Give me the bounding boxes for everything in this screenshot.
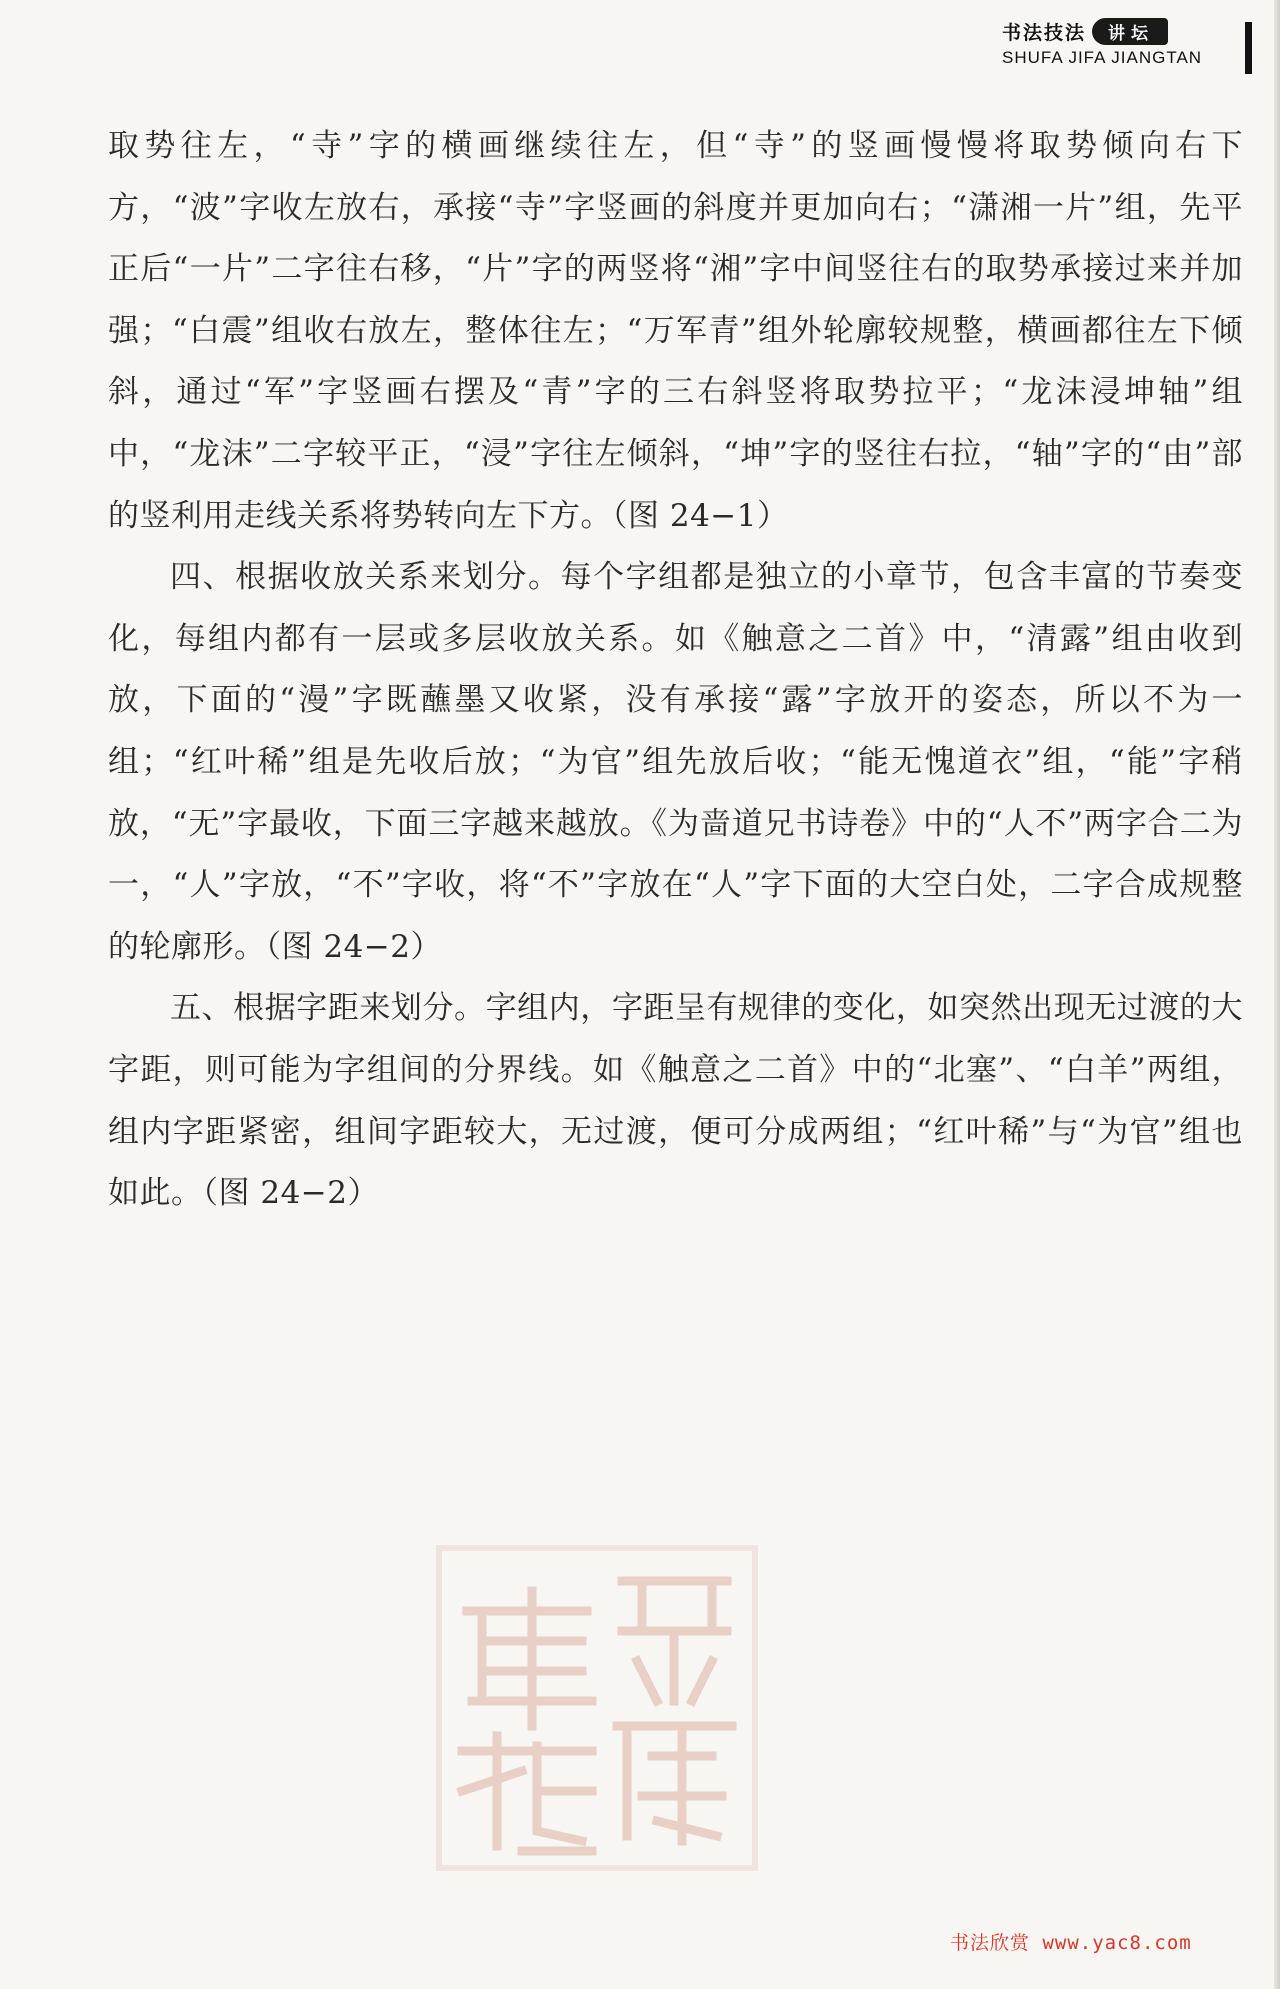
header-bar [1245,22,1252,74]
header-title-row [1002,18,1168,45]
header-title-zh: 书法技法 [1002,22,1087,44]
paragraph-continued: 取势往左，“寺”字的横画继续往左，但“寺”的竖画慢慢将取势倾向右下方，“波”字收左放右，承接“寺”字竖画的斜度并更加向右；“潇湘一片”组，先平正后“一片”二字往右移，“片”字的两竖将“湘”字中间竖往右的取势承接过来并加强；“白震”组收右放左，整体往左；“万军青”组外轮廓较规整，横画都往左下倾斜，通过“军”字竖画右摆及“青”字的三右斜竖将取势拉平；“龙沫浸坤轴”组中，“龙沫”二字较平正，“浸”字往左倾斜，“坤”字的竖往右拉，“轴”字的“由”部的竖利用走线关系将势转向左下方。（图 24−1） [108,128,1243,534]
paragraph-section-5: 五、根据字距来划分。字组内，字距呈有规律的变化，如突然出现无过渡的大字距，则可能为字组间的分界线。如《触意之二首》中的“北塞”、“白羊”两组，组内字距紧密，组间字距较大，无过渡，便可分成两组；“红叶稀”与“为官”组也如此。（图 24−2） [108,990,1243,1212]
body-text [108,116,1243,1225]
page-edge [1274,0,1280,1989]
seal-stamp [436,1545,758,1871]
header-title-en: SHUFA JIFA JIANGTAN [1002,48,1203,67]
seal-stamp-glyphs [442,1551,752,1865]
paragraph-section-4: 四、根据收放关系来划分。每个字组都是独立的小章节，包含丰富的节奏变化，每组内都有一层或多层收放关系。如《触意之二首》中，“清露”组由收到放，下面的“漫”字既蘸墨又收紧，没有承接“露”字放开的姿态，所以不为一组；“红叶稀”组是先收后放；“为官”组先放后收；“能无愧道衣”组，“能”字稍放，“无”字最收，下面三字越来越放。《为啬道兄书诗卷》中的“人不”两字合二为一，“人”字放，“不”字收，将“不”字放在“人”字下面的大空白处，二字合成规整的轮廓形。（图 24−2） [108,559,1243,965]
header-badge: 讲坛 [1092,18,1168,45]
watermark: 书法欣赏 www.yac8.com [950,1932,1192,1954]
running-header [1002,14,1252,74]
